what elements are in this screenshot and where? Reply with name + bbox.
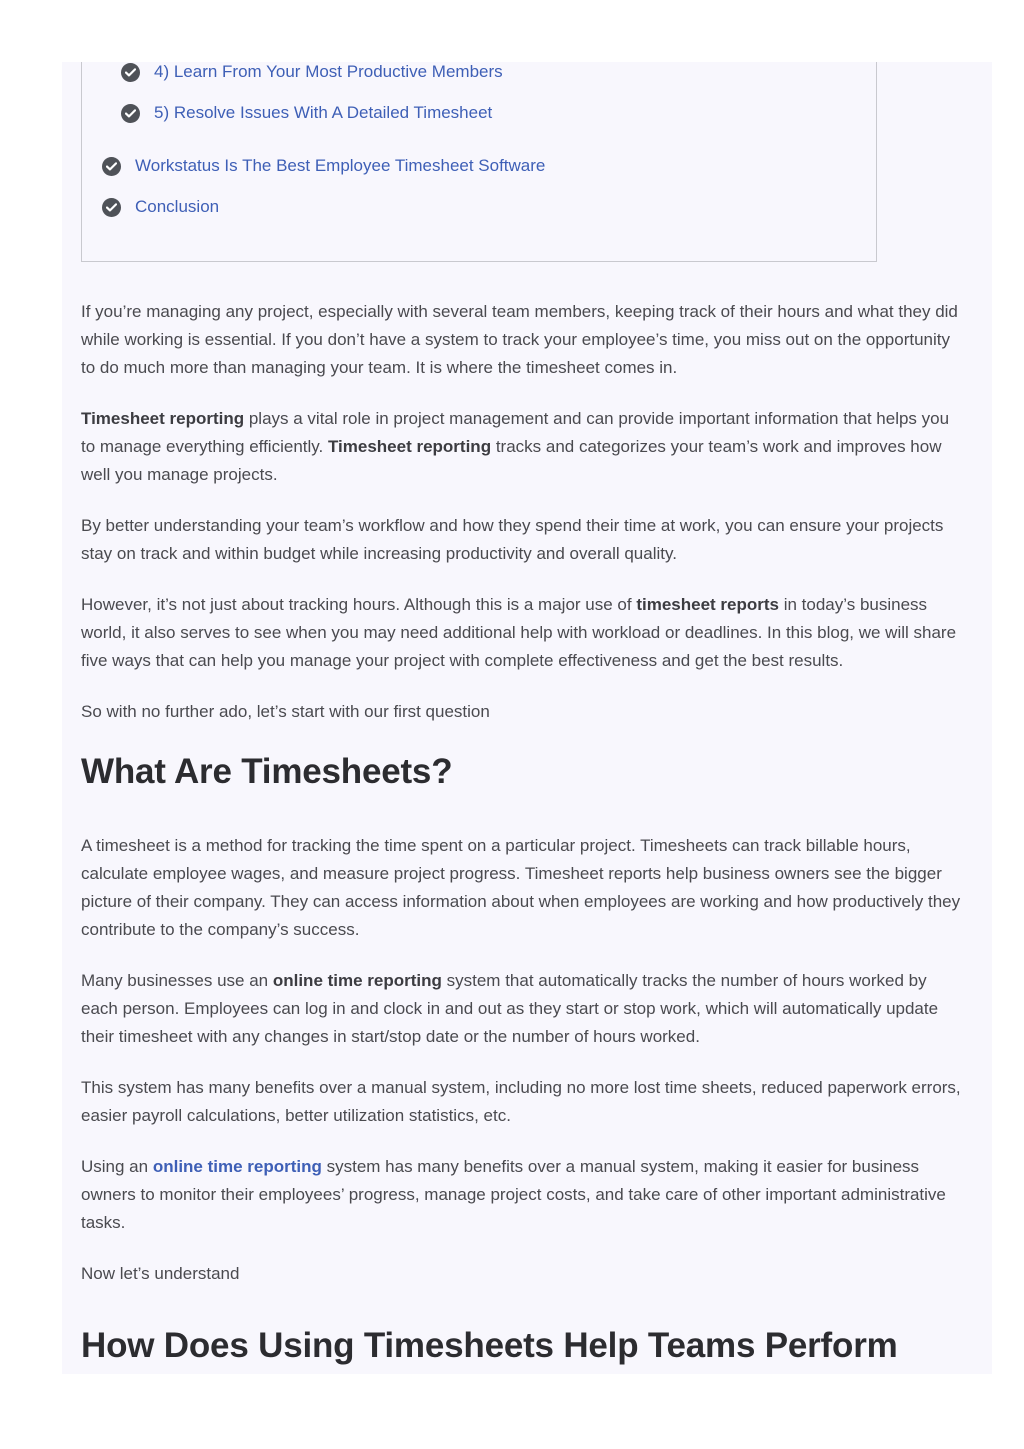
article-body [62, 62, 992, 1374]
toc-item[interactable] [102, 154, 545, 178]
toc-item[interactable] [121, 62, 503, 84]
bold-term: online time reporting [272, 971, 442, 990]
paragraph-using-online-reporting: Using an online time reporting system has many benefits over a manual system, making it easier for business owners to monitor their employees’ progress, manage project costs, and take care of other important administrative tasks. [81, 1157, 946, 1232]
paragraph-not-just-hours: However, it’s not just about tracking hours. Although this is a major use of timesheet reports in today’s business world, it also serves to see when you may need additional help with workload or deadlines. In this blog, we will share five ways that can help you manage your project with complete effectiveness and get the best results. [81, 595, 957, 670]
bold-term: timesheet reports [636, 595, 779, 614]
check-circle-icon [121, 104, 140, 123]
toc-link-workstatus-best[interactable]: Workstatus Is The Best Employee Timesheet Software [135, 156, 546, 175]
bold-term: Timesheet reporting [327, 437, 492, 456]
toc-link-conclusion[interactable]: Conclusion [135, 197, 220, 216]
paragraph-first-question: So with no further ado, let’s start with our first question [81, 702, 490, 721]
paragraph-intro: If you’re managing any project, especially with several team members, keeping track of their hours and what they did while working is essential. If you don’t have a system to track your employee’s time, you miss out on the opportunity to do much more than managing your team. It is where the timesheet comes in. [81, 302, 958, 377]
table-of-contents [81, 62, 877, 262]
toc-item[interactable] [102, 195, 219, 219]
paragraph-online-reporting: Many businesses use an online time reporting system that automatically tracks the number of hours worked by each person. Employees can log in and clock in and out as they start or stop work, which will automatically update their timesheet with any changes in start/stop date or the number of hours worked. [81, 971, 939, 1046]
check-circle-icon [102, 198, 121, 217]
bold-term: Timesheet reporting [81, 409, 245, 428]
check-circle-icon [102, 157, 121, 176]
toc-link-resolve-issues[interactable]: 5) Resolve Issues With A Detailed Timesheet [154, 103, 493, 122]
link-online-time-reporting[interactable]: online time reporting [152, 1157, 322, 1176]
paragraph-now-understand: Now let’s understand [81, 1264, 240, 1283]
heading-how-timesheets-help: How Does Using Timesheets Help Teams Perform [81, 1326, 898, 1365]
paragraph-benefits: This system has many benefits over a manual system, including no more lost time sheets, reduced paperwork errors, easier payroll calculations, better utilization statistics, etc. [81, 1078, 961, 1125]
heading-what-are-timesheets: What Are Timesheets? [81, 752, 453, 791]
toc-item[interactable] [121, 101, 492, 125]
paragraph-timesheet-reporting: Timesheet reporting plays a vital role in project management and can provide important information that helps you to manage everything efficiently. Timesheet reporting tracks and categorizes your team’s work and improves how well you manage projects. [81, 409, 950, 484]
paragraph-timesheet-definition: A timesheet is a method for tracking the time spent on a particular project. Timesheets can track billable hours, calculate employee wages, and measure project progress. Timesheet reports help business owners see the bigger picture of their company. They can access information about when employees are working and how productively they contribute to the company’s success. [81, 836, 961, 939]
article-content [81, 298, 961, 1368]
paragraph-workflow: By better understanding your team’s workflow and how they spend their time at work, you can ensure your projects stay on track and within budget while increasing productivity and overall quality. [81, 516, 944, 563]
check-circle-icon [121, 63, 140, 82]
toc-link-learn-productive-members[interactable]: 4) Learn From Your Most Productive Members [154, 62, 503, 81]
